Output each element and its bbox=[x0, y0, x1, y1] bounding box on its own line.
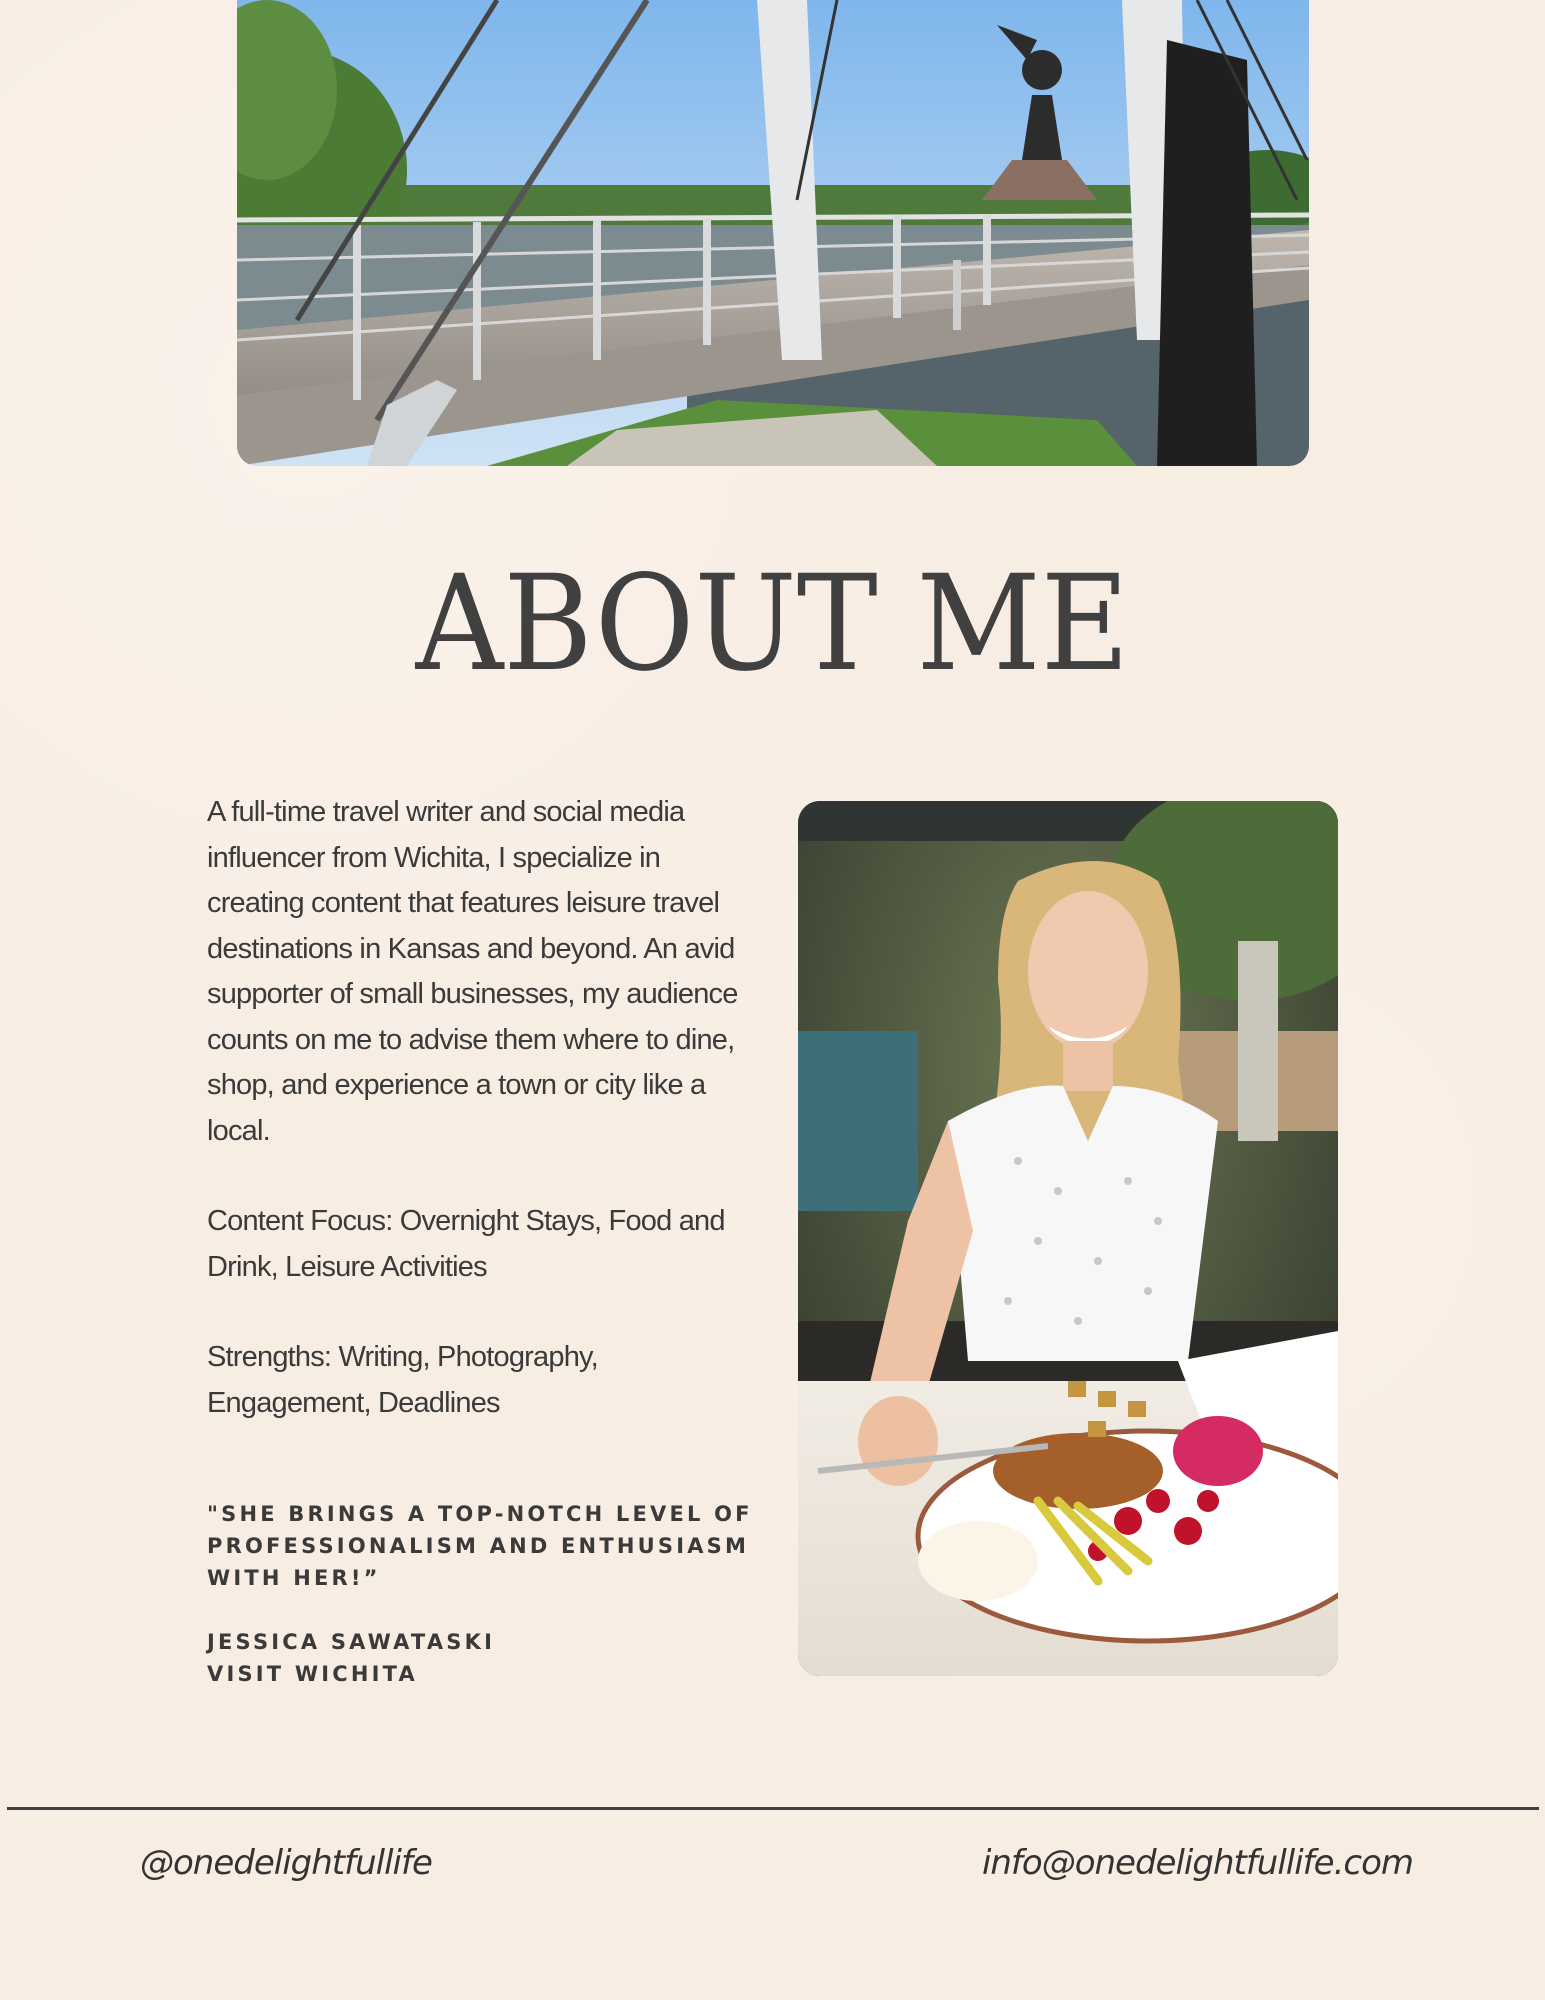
bridge-photo-image bbox=[237, 0, 1309, 466]
bio-intro: A full-time travel writer and social media influencer from Wichita, I specialize in creating content that features leisure travel destinations in Kansas and beyond. An avid supporter of small businesses, my audience counts on me to advise them where to dine, shop, and experience a town or city like a local. bbox=[207, 796, 738, 1147]
testimonial-attribution bbox=[207, 1626, 707, 1690]
strengths: Strengths: Writing, Photography, Engagement, Deadlines bbox=[207, 1341, 598, 1419]
contact-email[interactable]: info@onedelightfullife.com bbox=[981, 1843, 1413, 1883]
content-focus: Content Focus: Overnight Stays, Food and Drink, Leisure Activities bbox=[207, 1205, 725, 1283]
footer-divider bbox=[7, 1807, 1539, 1810]
page-title: ABOUT ME bbox=[415, 547, 1130, 701]
testimonial-organization: VISIT WICHITA bbox=[207, 1662, 418, 1686]
bio-section bbox=[207, 790, 747, 1426]
portrait-photo-image bbox=[798, 801, 1338, 1676]
testimonial-quote: "SHE BRINGS A TOP-NOTCH LEVEL OF PROFESSIONALISM AND ENTHUSIASM WITH HER!” bbox=[207, 1502, 753, 1590]
social-handle[interactable]: @onedelightfullife bbox=[140, 1843, 432, 1883]
testimonial-author: JESSICA SAWATASKI bbox=[207, 1630, 496, 1654]
portrait-photo bbox=[798, 801, 1338, 1676]
bridge-photo bbox=[237, 0, 1309, 466]
